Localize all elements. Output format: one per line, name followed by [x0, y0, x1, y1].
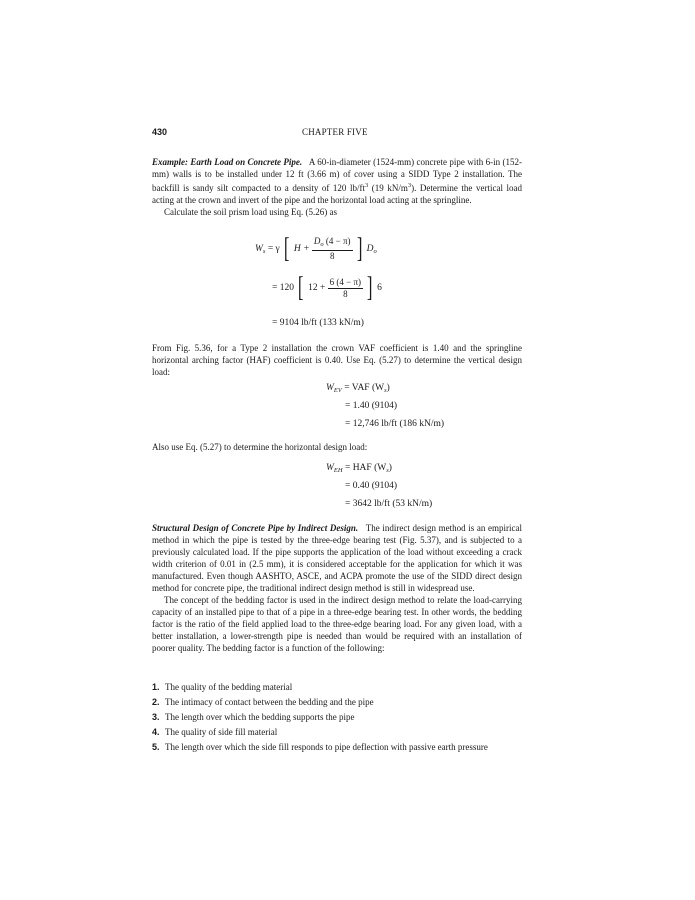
equation-vertical-load-step: = 1.40 (9104): [345, 401, 398, 411]
structural-design-paragraph: Structural Design of Concrete Pipe by Indirect Design. The indirect design method is an empirical method in which the pipe is tested by the three-edge bearing test (Fig. 5.37), and is subjected to a previously calculated load. If the pipe supports the application of the load without exceeding a crack width criterion of 0.01 in (2.5 mm), it is considered acceptable for the application for which it was manufactured. Even though AASHTO, ASCE, and ACPA promote the use of the SIDD direct design method for concrete pipe, the traditional indirect design method is still in widespread use.: [152, 523, 522, 593]
equation-horizontal-load-step: = 0.40 (9104): [345, 481, 398, 491]
equation-vertical-load: $W_{EV}$ = VAF $(W_s)$: [326, 383, 390, 394]
equation-horizontal-load-result: = 3642 lb/ft (53 kN/m): [345, 499, 433, 509]
paragraph-horizontal-intro: Also use Eq. (5.27) to determine the horizontal design load:: [152, 442, 368, 452]
list-item: 1. The quality of the bedding material: [152, 682, 293, 692]
equation-soil-prism-result: = 9104 lb/ft (133 kN/m): [272, 318, 364, 328]
page-number: 430: [152, 127, 168, 137]
chapter-title: CHAPTER FIVE: [302, 127, 368, 137]
paragraph-vaf: From Fig. 5.36, for a Type 2 installation the crown VAF coefficient is 1.40 and the springline horizontal arching factor (HAF) coefficient is 0.40. Use Eq. (5.27) to determine the vertical design load:: [152, 343, 522, 377]
calc-intro: Calculate the soil prism load using Eq. (5.26) as: [164, 207, 337, 217]
example-text: Example: Earth Load on Concrete Pipe. A 60-in-diameter (1524-mm) concrete pipe with 6-in (152-mm) walls is to be installed under 12 ft (3.66 m) of cover using a SIDD Type 2 installation. The backfill is sandy silt compacted to a density of 120 $lb/ft^3$ (19 $kN/m^3$). Determine the vertical load acting at the crown and invert of the pipe and the horizontal load acting at the springline.: [152, 157, 523, 205]
structural-design-section: [152, 522, 522, 654]
bedding-factor-paragraph: The concept of the bedding factor is used in the indirect design method to relate the load-carrying capacity of an installed pipe to that of a pipe in a three-edge bearing test. In other words, the bedding factor is the ratio of the field applied load to the three-edge bearing load. For any given load, with a better installation, a lower-strength pipe is needed than would be required with an installation of poorer quality. The bedding factor is a function of the following:: [152, 595, 522, 653]
running-header: [152, 127, 522, 139]
equation-soil-prism: $W_s = \gamma$ [ H + $\frac{D_o (4 - \pi)}{8}$ ] $D_o$: [255, 233, 377, 264]
structural-design-heading: Structural Design of Concrete Pipe by Indirect Design.: [152, 523, 359, 533]
list-item: 2. The intimacy of contact between the bedding and the pipe: [152, 697, 374, 707]
bedding-factor-list: [152, 681, 522, 756]
list-item: 5. The length over which the side fill responds to pipe deflection with passive earth pressure: [152, 742, 488, 752]
list-item: 3. The length over which the bedding supports the pipe: [152, 712, 355, 722]
equation-vertical-load-result: = 12,746 lb/ft (186 kN/m): [345, 419, 445, 429]
list-item: 4. The quality of side fill material: [152, 727, 278, 737]
equation-soil-prism-substituted: = 120 [ 12 + $\frac{6 (4 - \pi)}{8}$ ] 6: [272, 272, 382, 303]
equation-horizontal-load: $W_{EH}$ = HAF $(W_s)$: [326, 463, 392, 474]
example-paragraph: [152, 156, 522, 218]
example-heading: Example: Earth Load on Concrete Pipe.: [152, 157, 303, 167]
